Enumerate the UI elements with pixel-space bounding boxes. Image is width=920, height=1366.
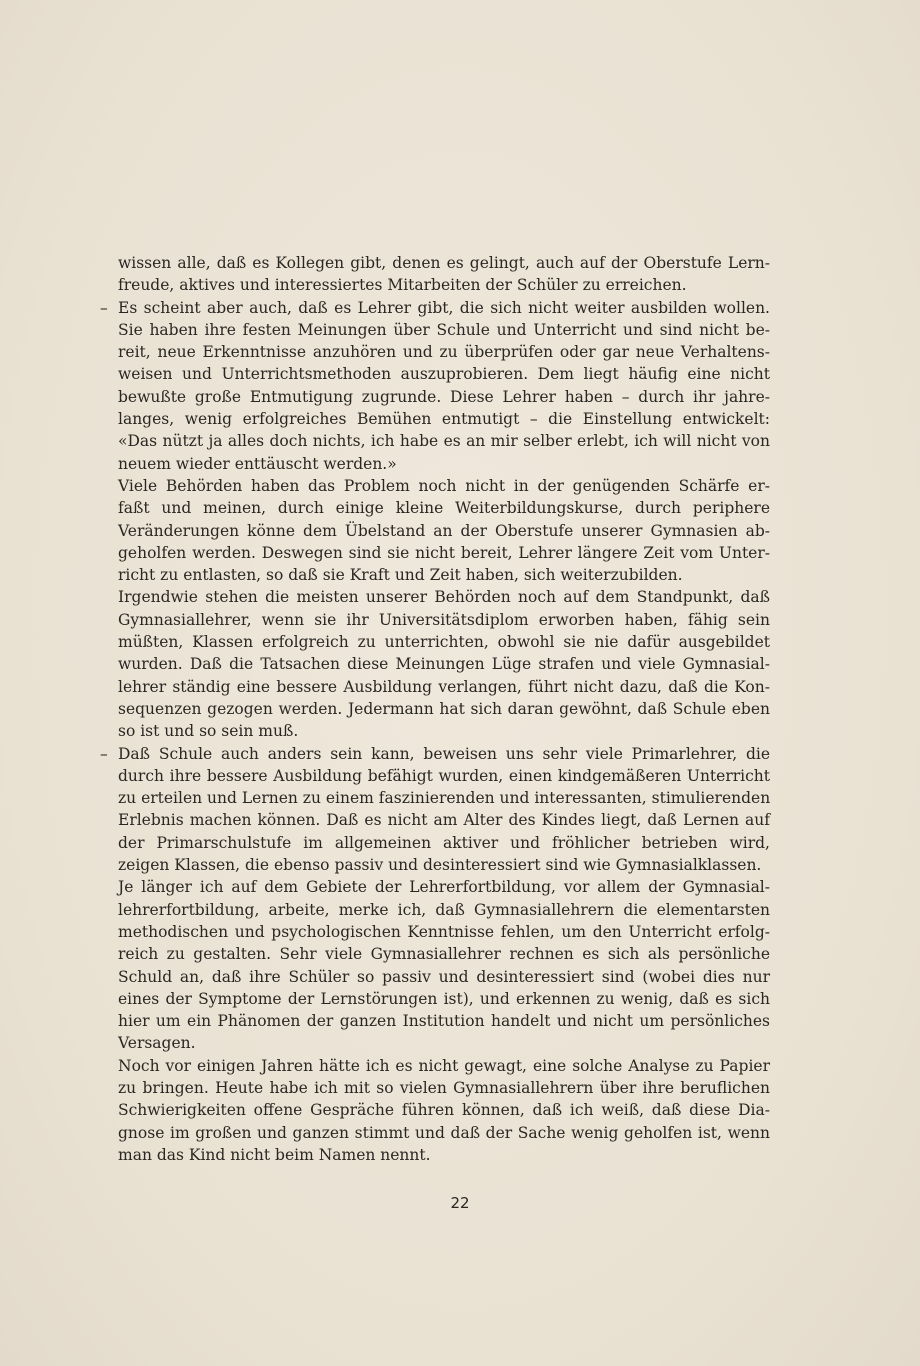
- text-line: man das Kind nicht beim Namen nennt.: [118, 1145, 431, 1164]
- text-line: zu erteilen und Lernen zu einem faszinierenden und interessanten, stimulierenden: [118, 789, 771, 808]
- text-line: Versagen.: [118, 1034, 196, 1053]
- text-line: Erlebnis machen können. Daß es nicht am Alter des Kindes liegt, daß Lernen auf: [118, 811, 770, 830]
- text-line: so ist und so sein muß.: [118, 722, 299, 741]
- text-line: richt zu entlasten, so daß sie Kraft und Zeit haben, sich weiterzubilden.: [118, 566, 683, 585]
- text-line: durch ihre bessere Ausbildung befähigt wurden, einen kindgemäßeren Unterricht: [118, 766, 770, 785]
- text-line: bewußte große Entmutigung zugrunde. Diese Lehrer haben – durch ihr jahre-: [118, 387, 770, 406]
- text-line: faßt und meinen, durch einige kleine Weiterbildungskurse, durch periphere: [118, 499, 770, 518]
- text-line: wurden. Daß die Tatsachen diese Meinungen Lüge strafen und viele Gymnasial-: [118, 655, 770, 674]
- text-line: hier um ein Phänomen der ganzen Institution handelt und nicht um persönliches: [118, 1012, 770, 1031]
- text-line: geholfen werden. Deswegen sind sie nicht bereit, Lehrer längere Zeit vom Unter-: [118, 543, 770, 562]
- text-line: reit, neue Erkenntnisse anzuhören und zu überprüfen oder gar neue Verhaltens-: [118, 343, 770, 362]
- paragraph: [118, 876, 770, 1054]
- dash-paragraph: [118, 297, 770, 475]
- text-line: sequenzen gezogen werden. Jedermann hat sich daran gewöhnt, daß Schule eben: [118, 699, 770, 718]
- text-line: reich zu gestalten. Sehr viele Gymnasiallehrer rechnen es sich als persönliche: [118, 945, 770, 964]
- text-line: lehrerfortbildung, arbeite, merke ich, daß Gymnasiallehrern die elementarsten: [118, 900, 770, 919]
- paragraph: [118, 252, 770, 297]
- text-line: Veränderungen könne dem Übelstand an der Oberstufe unserer Gymnasien ab-: [118, 521, 770, 540]
- text-line: neuem wieder enttäuscht werden.»: [118, 454, 397, 473]
- text-line: zu bringen. Heute habe ich mit so vielen Gymnasiallehrern über ihre beruflichen: [118, 1078, 770, 1097]
- page-number: 22: [450, 1194, 470, 1212]
- text-line: langes, wenig erfolgreiches Bemühen entmutigt – die Einstellung entwickelt:: [118, 410, 770, 429]
- text-line: freude, aktives und interessiertes Mitarbeiten der Schüler zu erreichen.: [118, 276, 687, 295]
- text-line: Gymnasiallehrer, wenn sie ihr Universitätsdiplom erworben haben, fähig sein: [118, 610, 770, 629]
- text-line: weisen und Unterrichtsmethoden auszuprobieren. Dem liegt häufig eine nicht: [118, 365, 770, 384]
- text-line: eines der Symptome der Lernstörungen ist), und erkennen zu wenig, daß es sich: [118, 989, 770, 1008]
- body-text: [118, 252, 770, 1166]
- text-line: – Es scheint aber auch, daß es Lehrer gibt, die sich nicht weiter ausbilden wollen.: [118, 298, 770, 317]
- text-line: lehrer ständig eine bessere Ausbildung verlangen, führt nicht dazu, daß die Kon-: [118, 677, 770, 696]
- text-line: Sie haben ihre festen Meinungen über Schule und Unterricht und sind nicht be-: [118, 320, 770, 339]
- text-line: Schuld an, daß ihre Schüler so passiv und desinteressiert sind (wobei dies nur: [118, 967, 770, 986]
- paragraph: [118, 475, 770, 586]
- paragraph: [118, 586, 770, 742]
- paragraph: [118, 1055, 770, 1166]
- text-line: gnose im großen und ganzen stimmt und daß der Sache wenig geholfen ist, wenn: [118, 1123, 770, 1142]
- text-line: müßten, Klassen erfolgreich zu unterrichten, obwohl sie nie dafür ausgebildet: [118, 633, 770, 652]
- text-line: Viele Behörden haben das Problem noch nicht in der genügenden Schärfe er-: [118, 476, 770, 495]
- text-line: methodischen und psychologischen Kenntnisse fehlen, um den Unterricht erfolg-: [118, 922, 770, 941]
- dash-paragraph: [118, 743, 770, 877]
- text-line: Schwierigkeiten offene Gespräche führen können, daß ich weiß, daß diese Dia-: [118, 1101, 770, 1120]
- text-line: zeigen Klassen, die ebenso passiv und desinteressiert sind wie Gymnasialklassen.: [118, 856, 762, 875]
- text-line: wissen alle, daß es Kollegen gibt, denen es gelingt, auch auf der Oberstufe Lern-: [118, 254, 770, 272]
- text-line: Noch vor einigen Jahren hätte ich es nicht gewagt, eine solche Analyse zu Papier: [118, 1056, 770, 1075]
- text-line: Irgendwie stehen die meisten unserer Behörden noch auf dem Standpunkt, daß: [118, 588, 770, 607]
- text-line: der Primarschulstufe im allgemeinen aktiver und fröhlicher betrieben wird,: [118, 833, 770, 852]
- text-line: – Daß Schule auch anders sein kann, beweisen uns sehr viele Primarlehrer, die: [118, 744, 770, 763]
- text-line: «Das nützt ja alles doch nichts, ich habe es an mir selber erlebt, ich will nicht von: [118, 432, 770, 451]
- text-line: Je länger ich auf dem Gebiete der Lehrerfortbildung, vor allem der Gymnasial-: [118, 878, 770, 897]
- pencil-scribble: [3, 14, 99, 71]
